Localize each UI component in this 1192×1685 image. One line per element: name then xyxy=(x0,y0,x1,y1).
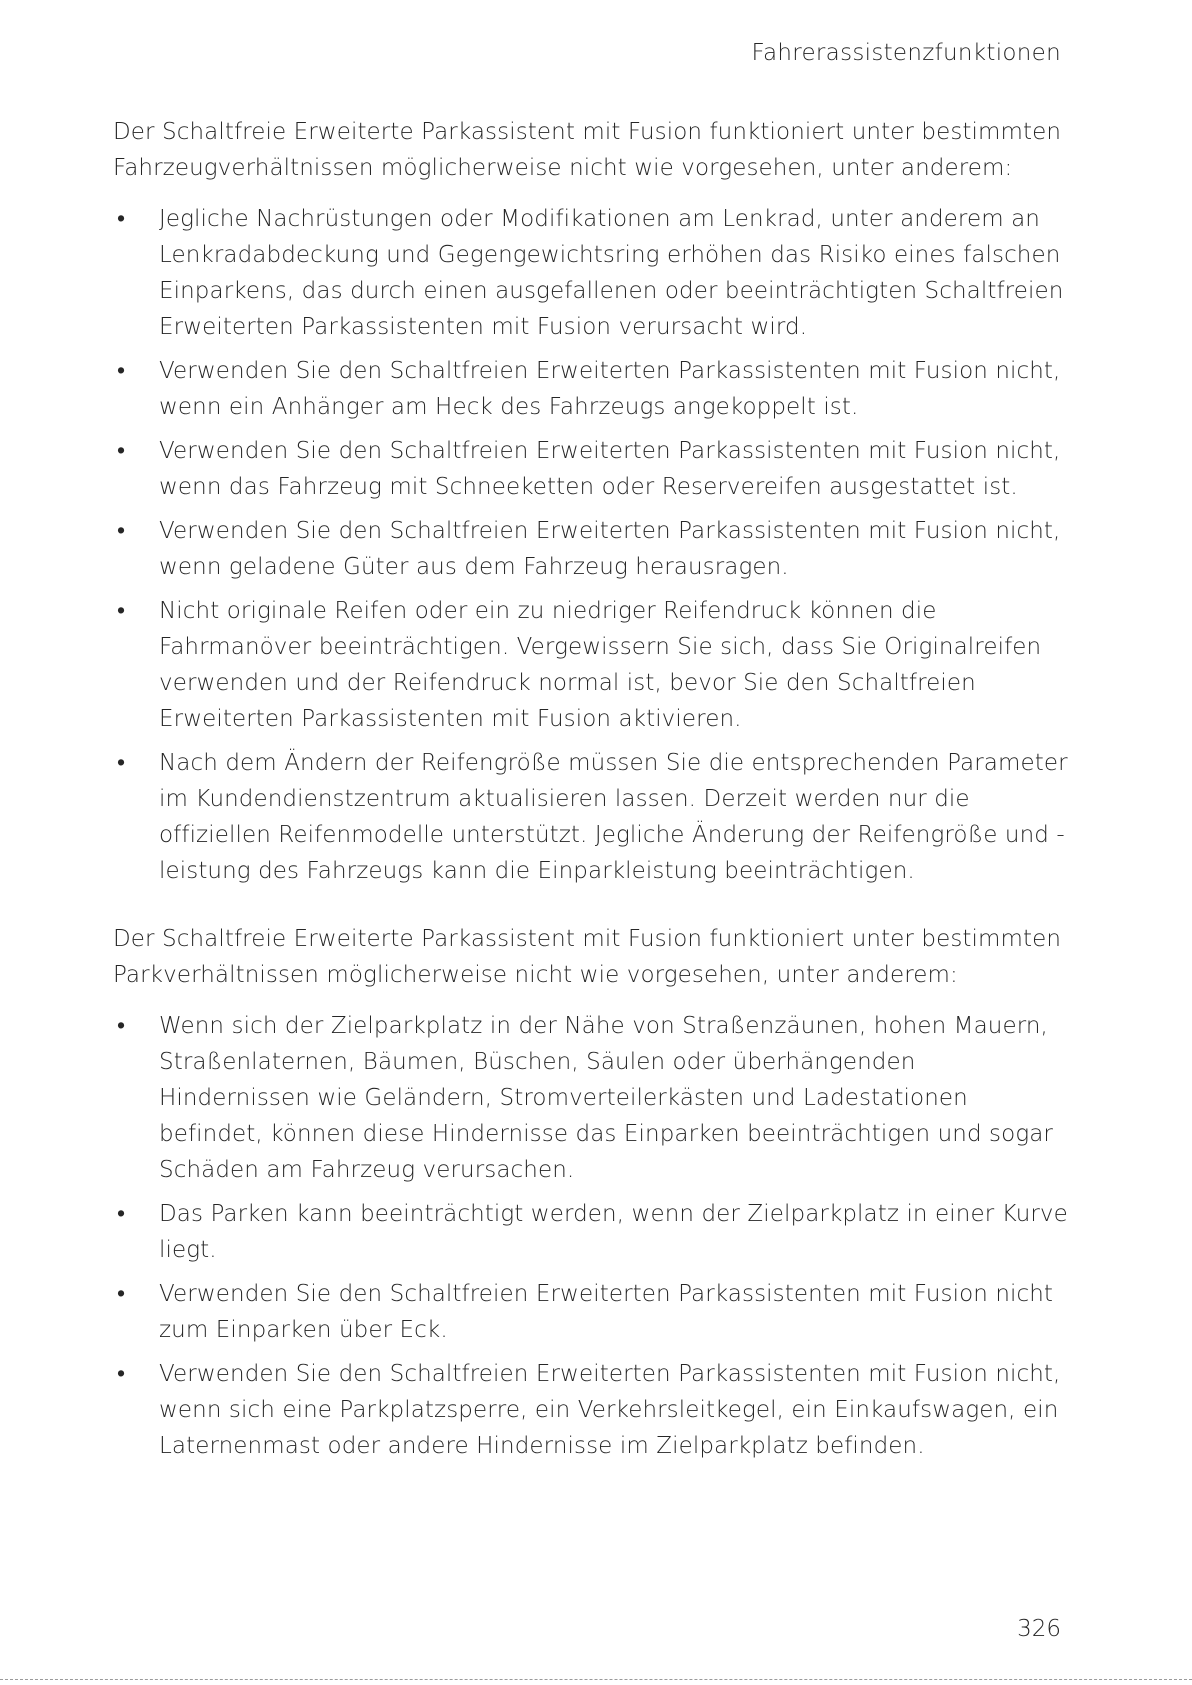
bullet-icon: • xyxy=(117,750,126,776)
list-item-text: Jegliche Nachrüstungen oder Modifikationen am Lenkrad, unter anderem an Lenkradabdeckung und Gegengewichtsring erhöhen das Risiko eines falschen Einparkens, das durch einen ausgefallenen oder beeinträchtigten Schaltfreien Erweiterten Parkassistenten mit Fusion verursacht wird. xyxy=(159,206,1064,340)
list-item-text: Das Parken kann beeinträchtigt werden, wenn der Zielparkplatz in einer Kurve liegt. xyxy=(159,1201,1068,1263)
page-number: 326 xyxy=(1017,1616,1061,1642)
bullet-icon: • xyxy=(117,1013,126,1039)
bullet-icon: • xyxy=(117,1201,126,1227)
list-item-text: Verwenden Sie den Schaltfreien Erweiterten Parkassistenten mit Fusion nicht, wenn das Fahrzeug mit Schneeketten oder Reservereifen ausgestattet ist. xyxy=(159,438,1061,500)
list-item-text: Verwenden Sie den Schaltfreien Erweiterten Parkassistenten mit Fusion nicht zum Einparken über Eck. xyxy=(159,1281,1054,1343)
list-item xyxy=(113,353,1073,425)
list-item xyxy=(113,1276,1073,1348)
section-intro: Der Schaltfreie Erweiterte Parkassistent mit Fusion funktioniert unter bestimmten Parkverhältnissen möglicherweise nicht wie vorgesehen, unter anderem: xyxy=(113,926,1062,988)
list-item-text: Nicht originale Reifen oder ein zu niedriger Reifendruck können die Fahrmanöver beeinträchtigen. Vergewissern Sie sich, dass Sie Originalreifen verwenden und der Reifendruck normal ist, bevor Sie den Schaltfreien Erweiterten Parkassistenten mit Fusion aktivieren. xyxy=(159,598,1042,732)
list-item-text: Verwenden Sie den Schaltfreien Erweiterten Parkassistenten mit Fusion nicht, wenn geladene Güter aus dem Fahrzeug herausragen. xyxy=(159,518,1061,580)
bullet-icon: • xyxy=(117,598,126,624)
list-item xyxy=(113,1196,1073,1268)
list-item-text: Wenn sich der Zielparkplatz in der Nähe von Straßenzäunen, hohen Mauern, Straßenlaternen, Bäumen, Büschen, Säulen oder überhängenden Hindernissen wie Geländern, Stromverteilerkästen und Ladestationen befindet, können diese Hindernisse das Einparken beeinträchtigen und sogar Schäden am Fahrzeug verursachen. xyxy=(159,1013,1053,1183)
section-spacer xyxy=(113,897,1073,921)
list-item-text: Verwenden Sie den Schaltfreien Erweiterten Parkassistenten mit Fusion nicht, wenn ein Anhänger am Heck des Fahrzeugs angekoppelt ist. xyxy=(159,358,1061,420)
bullet-icon: • xyxy=(117,1361,126,1387)
page-bottom-divider xyxy=(0,1679,1192,1680)
page-header-chapter-title: Fahrerassistenzfunktionen xyxy=(751,40,1061,66)
list-item xyxy=(113,593,1073,737)
bullet-list xyxy=(113,201,1073,889)
bullet-icon: • xyxy=(117,518,126,544)
list-item xyxy=(113,1356,1073,1464)
bullet-icon: • xyxy=(117,206,126,232)
list-item xyxy=(113,201,1073,345)
list-item xyxy=(113,745,1073,889)
list-item-text: Nach dem Ändern der Reifengröße müssen Sie die entsprechenden Parameter im Kundendienstzentrum aktualisieren lassen. Derzeit werden nur die offiziellen Reifenmodelle unterstützt. Jegliche Änderung der Reifengröße und -leistung des Fahrzeugs kann die Einparkleistung beeinträchtigen. xyxy=(159,750,1068,884)
bullet-icon: • xyxy=(117,438,126,464)
list-item xyxy=(113,1008,1073,1188)
list-item-text: Verwenden Sie den Schaltfreien Erweiterten Parkassistenten mit Fusion nicht, wenn sich eine Parkplatzsperre, ein Verkehrsleitkegel, ein Einkaufswagen, ein Laternenmast oder andere Hindernisse im Zielparkplatz befinden. xyxy=(159,1361,1061,1459)
list-item xyxy=(113,513,1073,585)
bullet-icon: • xyxy=(117,358,126,384)
section-intro: Der Schaltfreie Erweiterte Parkassistent mit Fusion funktioniert unter bestimmten Fahrzeugverhältnissen möglicherweise nicht wie vorgesehen, unter anderem: xyxy=(113,119,1062,181)
bullet-list xyxy=(113,1008,1073,1464)
bullet-icon: • xyxy=(117,1281,126,1307)
page-content xyxy=(113,114,1073,1472)
list-item xyxy=(113,433,1073,505)
